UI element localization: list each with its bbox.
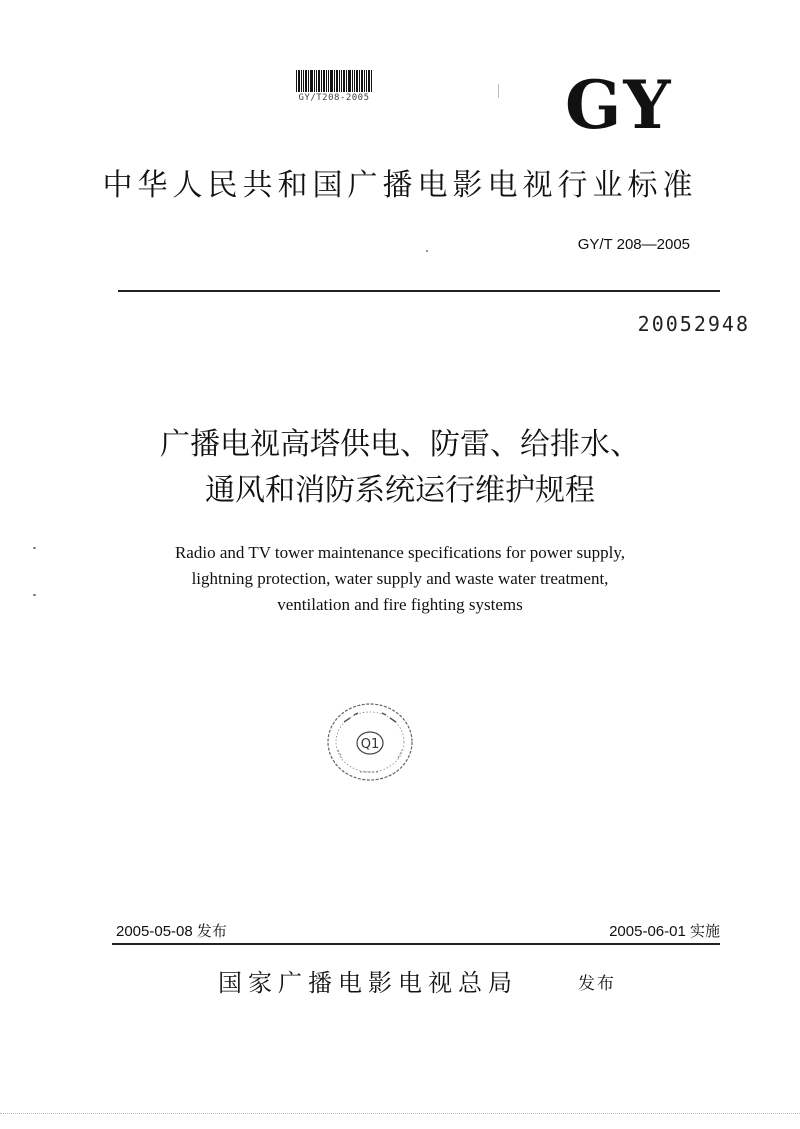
title-english bbox=[0, 540, 800, 618]
title-cn-line-1: 广播电视高塔供电、防雷、给排水、 bbox=[160, 427, 640, 462]
issuer-action: 发布 bbox=[578, 974, 616, 994]
title-en-line-1: Radio and TV tower maintenance specifications for power supply, bbox=[174, 543, 626, 562]
stamp-text: Q1 bbox=[360, 737, 380, 752]
issue-date: 2005-05-08 发布 bbox=[116, 923, 227, 940]
title-cn-line-2: 通风和消防系统运行维护规程 bbox=[205, 473, 595, 508]
standard-number: GY/T 208—2005 bbox=[577, 236, 690, 253]
gy-logo: GY bbox=[565, 66, 673, 144]
barcode bbox=[296, 70, 372, 92]
top-divider bbox=[118, 290, 720, 292]
title-en-line-3: ventilation and fire fighting systems bbox=[277, 595, 523, 614]
serial-number: 20052948 bbox=[637, 312, 750, 336]
scan-speck bbox=[33, 547, 36, 549]
org-title: 中华人民共和国广播电影电视行业标准 bbox=[102, 168, 698, 203]
title-chinese bbox=[0, 422, 800, 514]
scan-speck bbox=[498, 84, 499, 98]
scan-speck bbox=[33, 594, 36, 596]
implement-date: 2005-06-01 实施 bbox=[609, 923, 720, 940]
barcode-code: GY/T208-2005 bbox=[298, 93, 370, 103]
scan-edge bbox=[0, 1113, 800, 1114]
scan-speck bbox=[426, 250, 428, 252]
library-stamp bbox=[324, 700, 416, 784]
bottom-divider bbox=[112, 943, 720, 945]
title-en-line-2: lightning protection, water supply and waste water treatment, bbox=[191, 569, 609, 588]
issuer-name: 国家广播电影电视总局 bbox=[218, 969, 518, 997]
